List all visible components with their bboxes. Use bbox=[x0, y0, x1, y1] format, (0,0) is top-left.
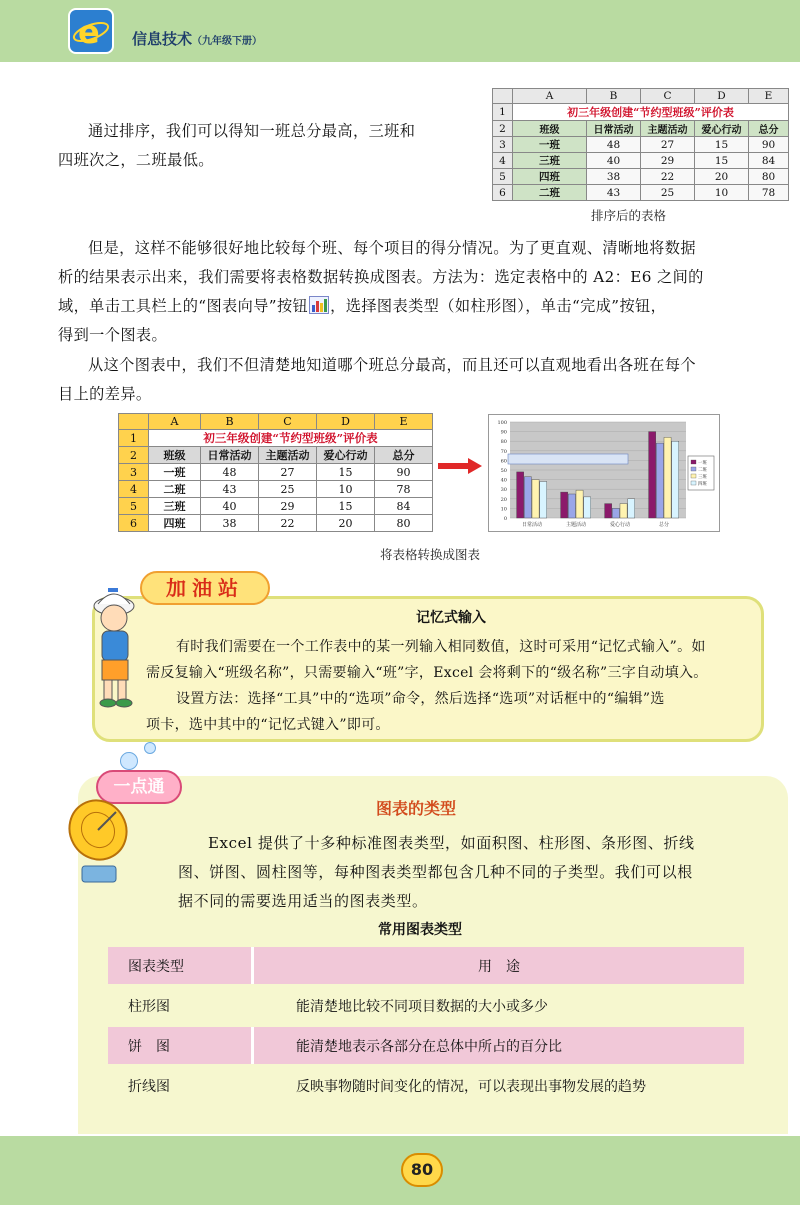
col-header: D bbox=[317, 414, 375, 430]
class-cell: 二班 bbox=[149, 481, 201, 498]
row-number: 6 bbox=[119, 515, 149, 532]
col-header: D bbox=[695, 89, 749, 104]
satellite-dish-icon bbox=[64, 790, 134, 890]
page-number: 80 bbox=[401, 1153, 443, 1187]
value-cell: 20 bbox=[317, 515, 375, 532]
table-row bbox=[108, 987, 744, 1024]
y-tick-label: 20 bbox=[500, 496, 507, 503]
bar bbox=[568, 494, 575, 518]
value-cell: 25 bbox=[641, 185, 695, 201]
legend-swatch bbox=[691, 474, 696, 478]
row-number: 6 bbox=[493, 185, 513, 201]
footer-band bbox=[0, 1136, 800, 1205]
table-row bbox=[108, 1027, 744, 1064]
row-number: 5 bbox=[493, 169, 513, 185]
corner-cell bbox=[119, 414, 149, 430]
arrow-right-icon bbox=[438, 458, 482, 474]
legend-label: 三班 bbox=[698, 475, 707, 480]
legend-swatch bbox=[691, 481, 696, 485]
boy-mascot-icon bbox=[84, 582, 150, 712]
class-cell: 四班 bbox=[149, 515, 201, 532]
class-cell: 一班 bbox=[513, 137, 587, 153]
bar bbox=[672, 441, 679, 518]
row-number: 4 bbox=[493, 153, 513, 169]
header-cell: 总分 bbox=[749, 121, 789, 137]
header-cell: 日常活动 bbox=[587, 121, 641, 137]
header-cell: 主题活动 bbox=[259, 447, 317, 464]
bar bbox=[540, 482, 547, 518]
value-cell: 80 bbox=[375, 515, 433, 532]
usage-cell: 反映事物随时间变化的情况，可以表现出事物发展的趋势 bbox=[296, 1078, 646, 1095]
value-cell: 38 bbox=[201, 515, 259, 532]
row-number: 5 bbox=[119, 498, 149, 515]
knowledge-line-3: 据不同的需要选用适当的图表类型。 bbox=[178, 892, 428, 910]
value-cell: 84 bbox=[749, 153, 789, 169]
value-cell: 90 bbox=[749, 137, 789, 153]
value-cell: 84 bbox=[375, 498, 433, 515]
chart-wizard-icon bbox=[309, 295, 329, 313]
legend-label: 四班 bbox=[698, 482, 707, 487]
knowledge-line-1: Excel 提供了十多种标准图表类型，如面积图、柱形图、条形图、折线 bbox=[208, 834, 695, 852]
bar bbox=[532, 480, 539, 518]
x-tick-label: 日常活动 bbox=[521, 522, 543, 528]
value-cell: 22 bbox=[259, 515, 317, 532]
table-row bbox=[119, 498, 433, 515]
value-cell: 10 bbox=[695, 185, 749, 201]
table-header-row bbox=[108, 947, 744, 984]
header-cell: 爱心行动 bbox=[695, 121, 749, 137]
body-p1-line-4: 得到一个图表。 bbox=[58, 326, 168, 344]
value-cell: 40 bbox=[587, 153, 641, 169]
tip-line-3: 设置方法：选择“工具”中的“选项”命令，然后选择“选项”对话框中的“编辑”选 bbox=[176, 691, 665, 707]
value-cell: 27 bbox=[641, 137, 695, 153]
table-row bbox=[493, 169, 789, 185]
header-cell: 班级 bbox=[149, 447, 201, 464]
header-cell: 图表类型 bbox=[108, 947, 254, 984]
col-header: C bbox=[641, 89, 695, 104]
row-number: 1 bbox=[493, 104, 513, 121]
table-row bbox=[493, 185, 789, 201]
value-cell: 40 bbox=[201, 498, 259, 515]
usage-cell: 能清楚地表示各部分在总体中所占的百分比 bbox=[254, 1027, 744, 1064]
value-cell: 29 bbox=[259, 498, 317, 515]
table-title: 初三年级创建“节约型班级”评价表 bbox=[149, 430, 433, 447]
x-tick-label: 主题活动 bbox=[565, 522, 587, 528]
bar bbox=[524, 477, 531, 518]
row-number: 1 bbox=[119, 430, 149, 447]
intro-line-2: 四班次之，二班最低。 bbox=[58, 151, 214, 169]
legend-swatch bbox=[691, 460, 696, 464]
bar bbox=[620, 504, 627, 518]
class-cell: 三班 bbox=[149, 498, 201, 515]
legend-label: 一班 bbox=[698, 461, 707, 466]
value-cell: 80 bbox=[749, 169, 789, 185]
table-row bbox=[108, 1067, 744, 1104]
ie-logo-icon bbox=[68, 8, 114, 54]
class-cell: 一班 bbox=[149, 464, 201, 481]
bar bbox=[649, 432, 656, 518]
value-cell: 15 bbox=[317, 464, 375, 481]
y-tick-label: 100 bbox=[497, 420, 507, 426]
y-tick-label: 40 bbox=[500, 477, 507, 484]
usage-cell: 能清楚地比较不同项目数据的大小或多少 bbox=[296, 998, 548, 1015]
bar bbox=[576, 490, 583, 518]
table-row bbox=[493, 153, 789, 169]
sorted-table bbox=[492, 88, 789, 201]
y-tick-label: 90 bbox=[500, 429, 507, 436]
tip-badge: 加油站 bbox=[140, 571, 270, 605]
chart-type-cell: 柱形图 bbox=[128, 998, 170, 1015]
legend-swatch bbox=[691, 467, 696, 471]
chart-types-table bbox=[108, 944, 744, 1107]
bubble-icon bbox=[144, 742, 156, 754]
row-number: 2 bbox=[119, 447, 149, 464]
y-tick-label: 0 bbox=[503, 516, 507, 522]
table-row bbox=[119, 515, 433, 532]
value-cell: 48 bbox=[201, 464, 259, 481]
value-cell: 22 bbox=[641, 169, 695, 185]
value-cell: 29 bbox=[641, 153, 695, 169]
class-cell: 四班 bbox=[513, 169, 587, 185]
chart-toolbar bbox=[508, 454, 628, 464]
body-p1-line-3a: 域，单击工具栏上的“图表向导”按钮 bbox=[58, 297, 309, 315]
col-header: E bbox=[749, 89, 789, 104]
table-title: 初三年级创建“节约型班级”评价表 bbox=[513, 104, 789, 121]
body-p1-line-1: 但是，这样不能够很好地比较每个班、每个项目的得分情况。为了更直观、清晰地将数据 bbox=[88, 239, 696, 257]
y-tick-label: 30 bbox=[500, 487, 507, 494]
x-tick-label: 爱心行动 bbox=[609, 522, 631, 528]
value-cell: 25 bbox=[259, 481, 317, 498]
value-cell: 15 bbox=[695, 137, 749, 153]
chart-type-cell: 饼 图 bbox=[108, 1027, 254, 1064]
body-p1-line-2: 析的结果表示出来，我们需要将表格数据转换成图表。方法为：选定表格中的 A2：E6 之间的 bbox=[58, 268, 704, 286]
y-tick-label: 60 bbox=[500, 458, 507, 465]
tip-line-2: 需反复输入“班级名称”，只需要输入“班”字，Excel 会将剩下的“级名称”三字自动填入。 bbox=[146, 665, 708, 681]
header-cell: 总分 bbox=[375, 447, 433, 464]
tip-line-4: 项卡，选中其中的“记忆式键入”即可。 bbox=[146, 717, 390, 733]
book-title: 信息技术（九年级下册） bbox=[132, 30, 263, 48]
knowledge-badge: 一点通 bbox=[96, 770, 182, 804]
body-p1-line-3 bbox=[58, 292, 666, 321]
bar bbox=[517, 472, 524, 518]
header-cell: 主题活动 bbox=[641, 121, 695, 137]
value-cell: 15 bbox=[695, 153, 749, 169]
bar bbox=[612, 508, 619, 518]
row-number: 3 bbox=[119, 464, 149, 481]
corner-cell bbox=[493, 89, 513, 104]
knowledge-line-2: 图、饼图、圆柱图等，每种图表类型都包含几种不同的子类型。我们可以根 bbox=[178, 863, 693, 881]
bar bbox=[664, 437, 671, 518]
bar bbox=[656, 443, 663, 518]
y-tick-label: 70 bbox=[500, 448, 507, 455]
col-header: A bbox=[513, 89, 587, 104]
col-header: C bbox=[259, 414, 317, 430]
value-cell: 15 bbox=[317, 498, 375, 515]
value-cell: 90 bbox=[375, 464, 433, 481]
row-number: 2 bbox=[493, 121, 513, 137]
intro-line-1: 通过排序，我们可以得知一班总分最高，三班和 bbox=[88, 122, 416, 140]
table-row bbox=[119, 481, 433, 498]
class-cell: 三班 bbox=[513, 153, 587, 169]
svg-text:e: e bbox=[78, 13, 100, 51]
y-tick-label: 10 bbox=[500, 506, 507, 513]
legend-label: 二班 bbox=[698, 468, 707, 473]
value-cell: 10 bbox=[317, 481, 375, 498]
value-cell: 43 bbox=[587, 185, 641, 201]
body-p1-line-3b: ，选择图表类型（如柱形图），单击“完成”按钮， bbox=[330, 297, 667, 315]
header-cell: 日常活动 bbox=[201, 447, 259, 464]
tip-line-1: 有时我们需要在一个工作表中的某一列输入相同数值，这时可采用“记忆式输入”。如 bbox=[176, 639, 706, 655]
header-cell: 爱心行动 bbox=[317, 447, 375, 464]
table-row bbox=[493, 137, 789, 153]
bar bbox=[584, 497, 591, 518]
col-header: E bbox=[375, 414, 433, 430]
row-number: 3 bbox=[493, 137, 513, 153]
original-table bbox=[118, 413, 433, 532]
value-cell: 38 bbox=[587, 169, 641, 185]
body-p2-line-2: 目上的差异。 bbox=[58, 385, 152, 403]
knowledge-title: 图表的类型 bbox=[376, 799, 457, 818]
chart-type-cell: 折线图 bbox=[128, 1078, 170, 1095]
col-header: A bbox=[149, 414, 201, 430]
table-row bbox=[119, 464, 433, 481]
value-cell: 43 bbox=[201, 481, 259, 498]
bar bbox=[561, 492, 568, 518]
class-cell: 二班 bbox=[513, 185, 587, 201]
y-tick-label: 80 bbox=[500, 439, 507, 446]
sorted-table-caption: 排序后的表格 bbox=[591, 208, 667, 223]
value-cell: 27 bbox=[259, 464, 317, 481]
x-tick-label: 总分 bbox=[658, 522, 670, 528]
tip-title: 记忆式输入 bbox=[416, 610, 486, 626]
chart-caption: 将表格转换成图表 bbox=[380, 547, 481, 562]
col-header: B bbox=[201, 414, 259, 430]
value-cell: 20 bbox=[695, 169, 749, 185]
row-number: 4 bbox=[119, 481, 149, 498]
col-header: B bbox=[587, 89, 641, 104]
header-cell: 班级 bbox=[513, 121, 587, 137]
body-p2-line-1: 从这个图表中，我们不但清楚地知道哪个班总分最高，而且还可以直观地看出各班在每个 bbox=[88, 356, 696, 374]
bubble-icon bbox=[120, 752, 138, 770]
bar bbox=[605, 504, 612, 518]
value-cell: 48 bbox=[587, 137, 641, 153]
header-band bbox=[0, 0, 800, 62]
chart-types-table-title: 常用图表类型 bbox=[378, 922, 462, 938]
column-chart bbox=[488, 414, 720, 532]
value-cell: 78 bbox=[375, 481, 433, 498]
y-tick-label: 50 bbox=[500, 468, 507, 474]
value-cell: 78 bbox=[749, 185, 789, 201]
header-cell: 用 途 bbox=[254, 947, 744, 984]
bar bbox=[628, 499, 635, 518]
